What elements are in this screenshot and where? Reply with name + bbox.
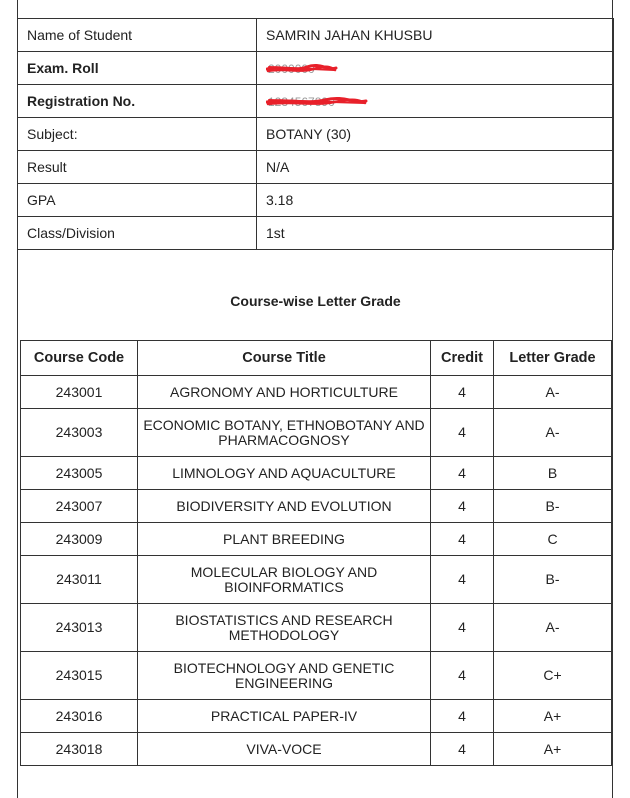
svg-text:1234567890: 1234567890: [268, 94, 335, 109]
course-title-cell: ECONOMIC BOTANY, ETHNOBOTANY AND PHARMACOGNOSY: [138, 409, 431, 457]
info-label: Subject:: [18, 118, 257, 151]
course-title-cell: VIVA-VOCE: [138, 733, 431, 766]
course-code-cell: 243018: [21, 733, 138, 766]
course-title-cell: PLANT BREEDING: [138, 523, 431, 556]
info-row: [18, 85, 614, 118]
table-row: [21, 652, 612, 700]
letter-grade-cell: C+: [494, 652, 612, 700]
table-row: [21, 376, 612, 409]
course-title-cell: AGRONOMY AND HORTICULTURE: [138, 376, 431, 409]
credit-cell: 4: [431, 490, 494, 523]
course-code-cell: 243001: [21, 376, 138, 409]
info-row: [18, 151, 614, 184]
course-title-cell: MOLECULAR BIOLOGY AND BIOINFORMATICS: [138, 556, 431, 604]
letter-grade-cell: B-: [494, 556, 612, 604]
course-title-cell: LIMNOLOGY AND AQUACULTURE: [138, 457, 431, 490]
header-course-title: Course Title: [138, 341, 431, 376]
student-info-table: [17, 18, 614, 250]
redacted-value: [257, 52, 614, 85]
letter-grade-cell: A+: [494, 733, 612, 766]
header-course-code: Course Code: [21, 341, 138, 376]
section-title: Course-wise Letter Grade: [230, 293, 401, 309]
grades-header-row: [21, 341, 612, 376]
letter-grade-cell: C: [494, 523, 612, 556]
info-row: [18, 52, 614, 85]
credit-cell: 4: [431, 376, 494, 409]
info-row: [18, 19, 614, 52]
course-code-cell: 243015: [21, 652, 138, 700]
course-code-cell: 243007: [21, 490, 138, 523]
credit-cell: 4: [431, 523, 494, 556]
table-row: [21, 409, 612, 457]
info-row: [18, 118, 614, 151]
credit-cell: 4: [431, 652, 494, 700]
course-code-cell: 243003: [21, 409, 138, 457]
info-label: Name of Student: [18, 19, 257, 52]
svg-text:2000000: 2000000: [268, 61, 315, 76]
table-row: [21, 490, 612, 523]
header-credit: Credit: [431, 341, 494, 376]
info-row: [18, 217, 614, 250]
course-title-cell: PRACTICAL PAPER-IV: [138, 700, 431, 733]
grades-table: [20, 340, 612, 766]
info-row: [18, 184, 614, 217]
info-label: Exam. Roll: [18, 52, 257, 85]
letter-grade-cell: B-: [494, 490, 612, 523]
course-code-cell: 243009: [21, 523, 138, 556]
course-title-cell: BIOTECHNOLOGY AND GENETIC ENGINEERING: [138, 652, 431, 700]
table-row: [21, 700, 612, 733]
info-label: Result: [18, 151, 257, 184]
letter-grade-cell: A+: [494, 700, 612, 733]
info-value: 1st: [257, 217, 614, 250]
table-row: [21, 733, 612, 766]
credit-cell: 4: [431, 409, 494, 457]
redacted-value: [257, 85, 614, 118]
course-code-cell: 243005: [21, 457, 138, 490]
credit-cell: 4: [431, 700, 494, 733]
course-title-cell: BIODIVERSITY AND EVOLUTION: [138, 490, 431, 523]
credit-cell: 4: [431, 457, 494, 490]
letter-grade-cell: A-: [494, 376, 612, 409]
credit-cell: 4: [431, 556, 494, 604]
letter-grade-cell: A-: [494, 604, 612, 652]
header-letter-grade: Letter Grade: [494, 341, 612, 376]
redaction-scribble: [266, 94, 368, 110]
table-row: [21, 604, 612, 652]
course-code-cell: 243011: [21, 556, 138, 604]
credit-cell: 4: [431, 604, 494, 652]
redaction-scribble: [266, 61, 338, 77]
info-label: GPA: [18, 184, 257, 217]
letter-grade-cell: A-: [494, 409, 612, 457]
info-value: BOTANY (30): [257, 118, 614, 151]
course-code-cell: 243016: [21, 700, 138, 733]
course-code-cell: 243013: [21, 604, 138, 652]
table-row: [21, 523, 612, 556]
info-label: Registration No.: [18, 85, 257, 118]
credit-cell: 4: [431, 733, 494, 766]
course-title-cell: BIOSTATISTICS AND RESEARCH METHODOLOGY: [138, 604, 431, 652]
info-value: 3.18: [257, 184, 614, 217]
table-row: [21, 457, 612, 490]
info-value: N/A: [257, 151, 614, 184]
letter-grade-cell: B: [494, 457, 612, 490]
info-label: Class/Division: [18, 217, 257, 250]
info-value: SAMRIN JAHAN KHUSBU: [257, 19, 614, 52]
table-row: [21, 556, 612, 604]
